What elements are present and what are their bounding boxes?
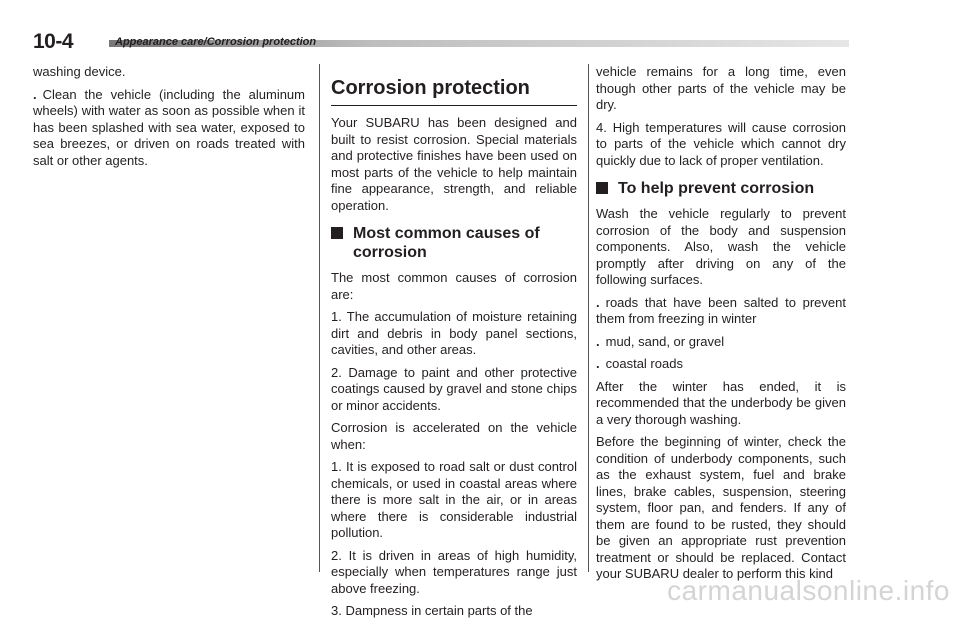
paragraph: Corrosion is accelerated on the vehicle when:: [331, 420, 577, 452]
bullet-item: [33, 87, 305, 170]
bullet-item: [596, 334, 846, 351]
bullet-text: mud, sand, or gravel: [605, 333, 725, 349]
column-divider: [319, 64, 320, 572]
paragraph: After the winter has ended, it is recommended that the underbody be given a very thorough washing.: [596, 378, 846, 427]
bullet-item: [596, 356, 846, 373]
paragraph: The most common causes of corrosion are:: [331, 270, 577, 302]
paragraph: 2. It is driven in areas of high humidity, especially when temperatures range just above freezing.: [331, 547, 577, 596]
paragraph: washing device.: [33, 64, 126, 79]
page-number: 10-4: [33, 30, 74, 53]
paragraph: Your SUBARU has been designed and built to resist corrosion. Special materials and protective finishes have been used on most parts of the vehicle to help maintain fine appearance, strength, and reliable operation.: [331, 115, 577, 213]
column-1: [33, 64, 305, 175]
column-3: [596, 64, 846, 589]
page-header: [33, 30, 853, 52]
column-2: [331, 64, 577, 626]
paragraph: 1. The accumulation of moisture retaining dirt and debris in body panel sections, cavities, and other areas.: [331, 309, 577, 357]
section-title: Appearance care/Corrosion protection: [115, 36, 317, 48]
bullet-text: coastal roads: [605, 356, 683, 371]
bullet-marker: .: [596, 333, 600, 349]
subheading-text: To help prevent corrosion: [618, 180, 815, 197]
subheading: [596, 179, 846, 198]
bullet-marker: .: [596, 294, 600, 310]
bullet-text: roads that have been salted to prevent them from freezing in winter: [596, 294, 846, 326]
bullet-marker: .: [33, 86, 37, 102]
subheading-text: Most common causes of corrosion: [353, 225, 540, 261]
bullet-text: Clean the vehicle (including the aluminum wheels) with water as soon as possible when it has been splashed with sea water, exposed to sea breezes, or driven on roads treated with salt or other agents.: [33, 86, 305, 168]
watermark: carmanualsonline.info: [667, 575, 950, 606]
square-bullet-icon: [596, 182, 608, 194]
paragraph: Before the beginning of winter, check the condition of underbody components, such as the exhaust system, fuel and brake lines, brake cables, suspension, steering system, floor pan, and fenders. If any of them are found to be rusted, they should be given an appropriate rust prevention treatment or should be replaced. Contact your SUBARU dealer to perform this kind: [596, 434, 846, 581]
square-bullet-icon: [331, 227, 343, 239]
paragraph: 2. Damage to paint and other protective coatings caused by gravel and stone chips or minor accidents.: [331, 364, 577, 413]
column-divider: [588, 64, 589, 572]
subheading: [331, 224, 577, 262]
section-heading: Corrosion protection: [331, 77, 577, 106]
paragraph: vehicle remains for a long time, even though other parts of the vehicle may be dry.: [596, 64, 846, 112]
paragraph: Wash the vehicle regularly to prevent corrosion of the body and suspension components. Also, wash the vehicle promptly after driving on any of the following surfaces.: [596, 206, 846, 287]
bullet-item: [596, 295, 846, 328]
paragraph: 1. It is exposed to road salt or dust control chemicals, or used in coastal areas where there is more salt in the air, or in areas where there is considerable industrial pollution.: [331, 459, 577, 540]
paragraph: 3. Dampness in certain parts of the: [331, 603, 533, 618]
paragraph: 4. High temperatures will cause corrosion to parts of the vehicle which cannot dry quickly due to lack of proper ventilation.: [596, 119, 846, 168]
bullet-marker: .: [596, 356, 600, 371]
